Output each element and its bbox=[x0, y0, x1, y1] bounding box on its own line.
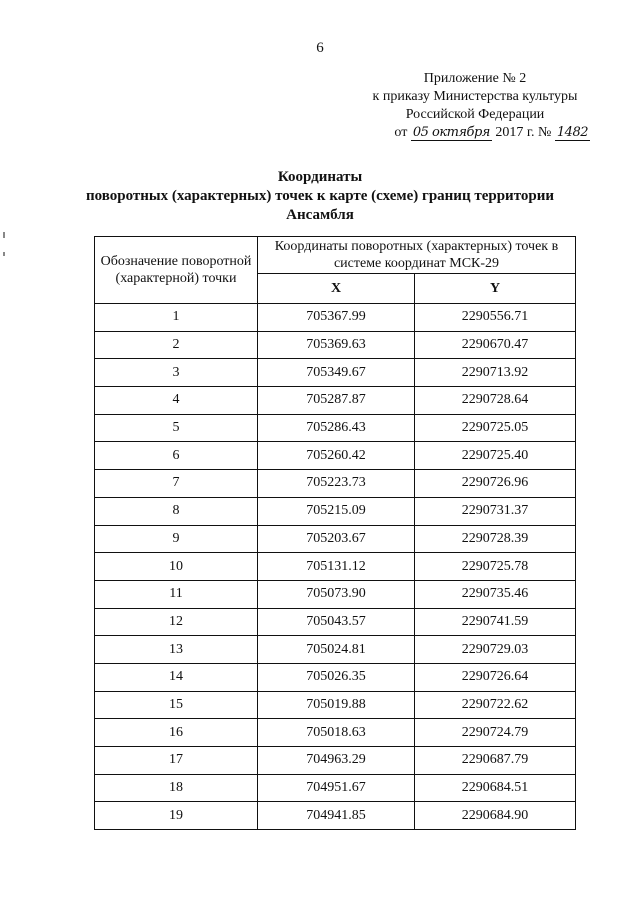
y-coordinate-cell: 2290735.46 bbox=[415, 580, 576, 608]
y-coordinate-cell: 2290728.64 bbox=[415, 387, 576, 415]
point-number-cell: 12 bbox=[95, 608, 258, 636]
table-row bbox=[95, 331, 576, 359]
x-coordinate-cell: 705369.63 bbox=[258, 331, 415, 359]
coordinates-table bbox=[94, 236, 576, 830]
x-coordinate-cell: 705073.90 bbox=[258, 580, 415, 608]
header-coordinates: Координаты поворотных (характерных) точек в системе координат МСК-29 bbox=[258, 237, 576, 274]
x-coordinate-cell: 704951.67 bbox=[258, 774, 415, 802]
y-coordinate-cell: 2290725.05 bbox=[415, 414, 576, 442]
punch-hole-mark bbox=[3, 252, 5, 256]
header-y: Y bbox=[415, 274, 576, 304]
table-row bbox=[95, 304, 576, 332]
title-line-1: Координаты bbox=[277, 169, 363, 185]
x-coordinate-cell: 705215.09 bbox=[258, 497, 415, 525]
title-line-2: поворотных (характерных) точек к карте (схеме) границ территории bbox=[86, 188, 554, 204]
x-coordinate-cell: 705043.57 bbox=[258, 608, 415, 636]
handwritten-date: 05 октября bbox=[412, 125, 490, 140]
y-coordinate-cell: 2290728.39 bbox=[415, 525, 576, 553]
table-row bbox=[95, 719, 576, 747]
y-coordinate-cell: 2290713.92 bbox=[415, 359, 576, 387]
y-coordinate-cell: 2290731.37 bbox=[415, 497, 576, 525]
header-x: X bbox=[258, 274, 415, 304]
table-row bbox=[95, 470, 576, 498]
table-row bbox=[95, 442, 576, 470]
y-coordinate-cell: 2290729.03 bbox=[415, 636, 576, 664]
table-row bbox=[95, 497, 576, 525]
y-coordinate-cell: 2290725.78 bbox=[415, 553, 576, 581]
y-coordinate-cell: 2290726.96 bbox=[415, 470, 576, 498]
point-number-cell: 16 bbox=[95, 719, 258, 747]
table-row bbox=[95, 747, 576, 775]
table-row bbox=[95, 414, 576, 442]
point-number-cell: 7 bbox=[95, 470, 258, 498]
table-row bbox=[95, 691, 576, 719]
table-row bbox=[95, 387, 576, 415]
appendix-date-line bbox=[360, 124, 590, 142]
x-coordinate-cell: 705286.43 bbox=[258, 414, 415, 442]
appendix-title: Приложение № 2 bbox=[423, 71, 527, 86]
punch-hole-mark bbox=[3, 232, 5, 238]
point-number-cell: 6 bbox=[95, 442, 258, 470]
point-number-cell: 5 bbox=[95, 414, 258, 442]
y-coordinate-cell: 2290670.47 bbox=[415, 331, 576, 359]
point-number-cell: 19 bbox=[95, 802, 258, 830]
table-row bbox=[95, 580, 576, 608]
point-number-cell: 9 bbox=[95, 525, 258, 553]
x-coordinate-cell: 705260.42 bbox=[258, 442, 415, 470]
point-number-cell: 4 bbox=[95, 387, 258, 415]
appendix-federation: Российской Федерации bbox=[405, 107, 545, 122]
table-row bbox=[95, 525, 576, 553]
date-prefix: от bbox=[394, 125, 408, 140]
point-number-cell: 3 bbox=[95, 359, 258, 387]
y-coordinate-cell: 2290684.90 bbox=[415, 802, 576, 830]
title-line-3: Ансамбля bbox=[286, 207, 354, 223]
point-number-cell: 8 bbox=[95, 497, 258, 525]
table-row bbox=[95, 802, 576, 830]
table-row bbox=[95, 359, 576, 387]
y-coordinate-cell: 2290556.71 bbox=[415, 304, 576, 332]
y-coordinate-cell: 2290725.40 bbox=[415, 442, 576, 470]
y-coordinate-cell: 2290722.62 bbox=[415, 691, 576, 719]
y-coordinate-cell: 2290724.79 bbox=[415, 719, 576, 747]
point-number-cell: 17 bbox=[95, 747, 258, 775]
x-coordinate-cell: 705018.63 bbox=[258, 719, 415, 747]
point-number-cell: 10 bbox=[95, 553, 258, 581]
x-coordinate-cell: 705223.73 bbox=[258, 470, 415, 498]
table-row bbox=[95, 608, 576, 636]
y-coordinate-cell: 2290687.79 bbox=[415, 747, 576, 775]
header-point-designation: Обозначение поворотной (характерной) точки bbox=[95, 237, 258, 304]
x-coordinate-cell: 705019.88 bbox=[258, 691, 415, 719]
appendix-header bbox=[360, 70, 590, 142]
x-coordinate-cell: 705024.81 bbox=[258, 636, 415, 664]
table-row bbox=[95, 553, 576, 581]
point-number-cell: 13 bbox=[95, 636, 258, 664]
point-number-cell: 14 bbox=[95, 663, 258, 691]
date-year: 2017 г. № bbox=[495, 125, 552, 140]
point-number-cell: 15 bbox=[95, 691, 258, 719]
point-number-cell: 2 bbox=[95, 331, 258, 359]
x-coordinate-cell: 705349.67 bbox=[258, 359, 415, 387]
x-coordinate-cell: 705026.35 bbox=[258, 663, 415, 691]
page-number: 6 bbox=[316, 40, 324, 56]
table-row bbox=[95, 774, 576, 802]
point-number-cell: 11 bbox=[95, 580, 258, 608]
x-coordinate-cell: 705367.99 bbox=[258, 304, 415, 332]
table-row bbox=[95, 636, 576, 664]
point-number-cell: 1 bbox=[95, 304, 258, 332]
x-coordinate-cell: 704963.29 bbox=[258, 747, 415, 775]
point-number-cell: 18 bbox=[95, 774, 258, 802]
x-coordinate-cell: 704941.85 bbox=[258, 802, 415, 830]
y-coordinate-cell: 2290726.64 bbox=[415, 663, 576, 691]
handwritten-number: 1482 bbox=[556, 125, 588, 140]
x-coordinate-cell: 705287.87 bbox=[258, 387, 415, 415]
y-coordinate-cell: 2290684.51 bbox=[415, 774, 576, 802]
table-row bbox=[95, 663, 576, 691]
document-title bbox=[60, 168, 580, 225]
appendix-order: к приказу Министерства культуры bbox=[372, 89, 578, 104]
y-coordinate-cell: 2290741.59 bbox=[415, 608, 576, 636]
x-coordinate-cell: 705203.67 bbox=[258, 525, 415, 553]
x-coordinate-cell: 705131.12 bbox=[258, 553, 415, 581]
